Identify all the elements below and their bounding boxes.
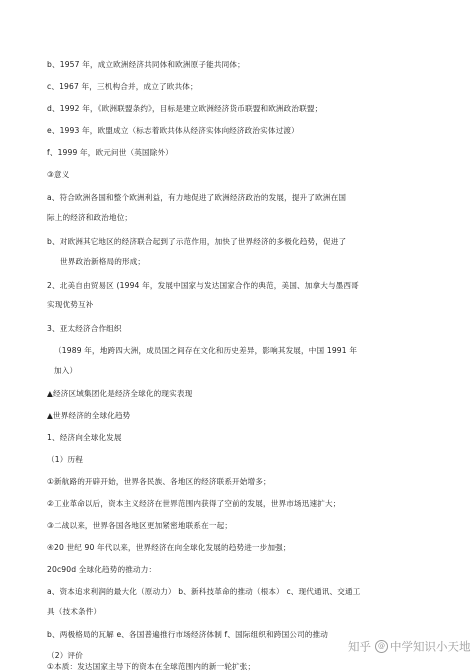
- text-line: e、1993 年，欧盟成立（标志着欧共体从经济实体向经济政治实体过渡）: [47, 126, 299, 135]
- subsection-heading: （2）评价: [47, 651, 83, 660]
- text-line: ④20 世纪 90 年代以来，世界经济在向全球化发展的趋势进一步加强；: [47, 543, 291, 552]
- text-line: d、1992 年，《欧洲联盟条约》，目标是建立欧洲经济货币联盟和欧洲政治联盟；: [47, 104, 323, 113]
- text-line: 实现优势互补: [47, 300, 94, 309]
- section-heading: 20c90d 全球化趋势的推动力：: [47, 565, 157, 574]
- watermark-brand: 知乎: [348, 639, 371, 654]
- at-icon: @: [375, 640, 388, 653]
- text-line: f、1999 年，欧元问世（英国除外）: [47, 148, 173, 157]
- text-line: 际上的经济和政治地位；: [47, 213, 133, 222]
- watermark: [348, 640, 471, 654]
- text-line: ①本质：发达国家主导下的资本在全球范围内的新一轮扩张；: [47, 662, 256, 671]
- text-line: b、对欧洲其它地区的经济联合起到了示范作用，加快了世界经济的多极化趋势，促进了: [47, 237, 347, 246]
- text-line: b、1957 年，成立欧洲经济共同体和欧洲原子能共同体；: [47, 60, 245, 69]
- text-line: （1989 年，地跨四大洲，成员国之间存在文化和历史差异，影响其发展，中国 1991 年: [54, 346, 358, 355]
- text-line: b、两极格局的瓦解 e、各国普遍推行市场经济体制 f、国际组织和跨国公司的推动: [47, 630, 329, 639]
- text-line: 2、北美自由贸易区 (1994 年，发展中国家与发达国家合作的典范，美国、加拿大与墨西哥: [47, 281, 359, 290]
- section-heading: 3、亚太经济合作组织: [47, 324, 122, 333]
- text-line: ③二战以来，世界各国各地区更加紧密地联系在一起；: [47, 521, 233, 530]
- text-line: 世界政治新格局的形成；: [60, 257, 146, 266]
- section-heading: ③意义: [47, 170, 70, 179]
- bullet-heading: ▲世界经济的全球化趋势: [47, 411, 131, 420]
- watermark-account: 中学知识小天地: [390, 639, 471, 654]
- subsection-heading: （1）历程: [47, 455, 83, 464]
- section-heading: 1、经济向全球化发展: [47, 433, 122, 442]
- text-line: a、资本追求利润的最大化（原动力） b、新科技革命的推动（根本） c、现代通讯、交通工: [47, 587, 361, 596]
- text-line: ②工业革命以后，资本主义经济在世界范围内获得了空前的发展，世界市场迅速扩大；: [47, 499, 341, 508]
- text-line: 具（技术条件）: [47, 607, 102, 616]
- text-line: ①新航路的开辟开始，世界各民族、各地区的经济联系开始增多；: [47, 477, 271, 486]
- text-line: a、符合欧洲各国和整个欧洲利益，有力地促进了欧洲经济政治的发展，提升了欧洲在国: [47, 193, 347, 202]
- bullet-heading: ▲经济区域集团化是经济全球化的现实表现: [47, 389, 193, 398]
- text-line: c、1967 年，三机构合并，成立了欧共体；: [47, 82, 198, 91]
- text-line: 加入）: [54, 366, 78, 375]
